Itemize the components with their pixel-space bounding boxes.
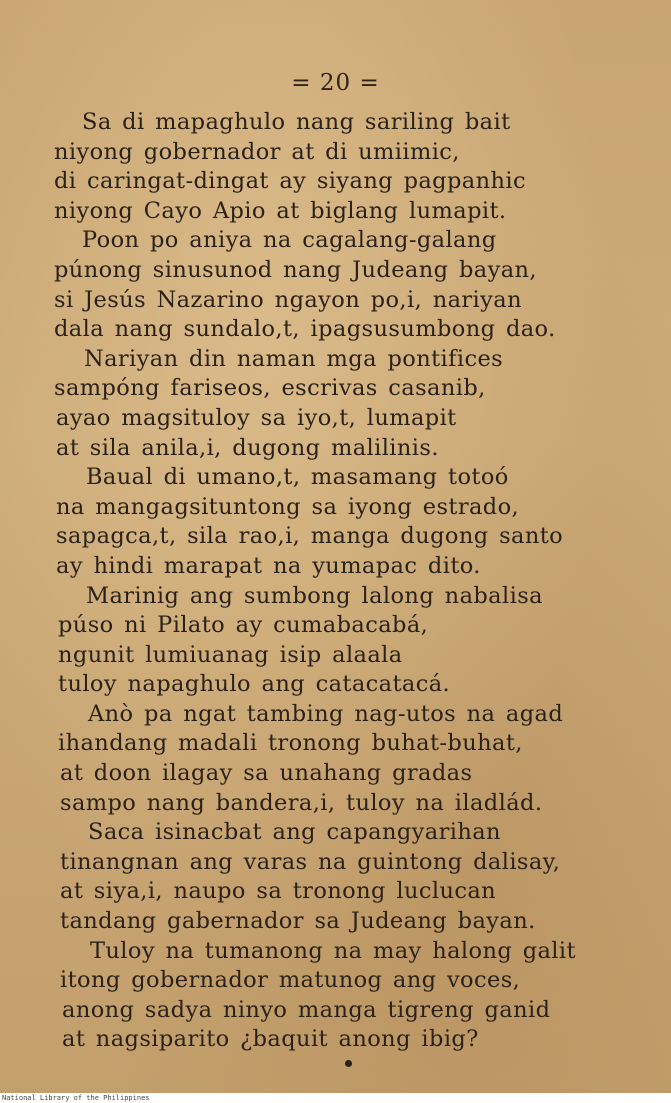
verse-line: Nariyan din naman mga pontifices	[84, 345, 504, 372]
verse-line: Saca isinacbat ang capangyarihan	[88, 819, 501, 846]
verse-line: anong sadya ninyo manga tigreng ganid	[62, 996, 551, 1023]
verse-line: at doon ilagay sa unahang gradas	[60, 760, 473, 787]
verse-line: tuloy napaghulo ang catacatacá.	[58, 671, 451, 698]
verse-line: niyong gobernador at di umiimic,	[54, 138, 460, 165]
verse-line: di caringat-dingat ay siyang pagpanhic	[54, 168, 526, 195]
verse-line: itong gobernador matunog ang voces,	[60, 967, 521, 994]
verse-line: ayao magsituloy sa iyo,t, lumapit	[56, 404, 457, 431]
verse-line: dala nang sundalo,t, ipagsusumbong dao.	[54, 316, 556, 343]
verse-line: at sila anila,i, dugong malilinis.	[56, 434, 439, 461]
verse-line: Marinig ang sumbong lalong nabalisa	[86, 582, 543, 609]
verse-line: tinangnan ang varas na guintong dalisay,	[60, 848, 561, 875]
verse-line: si Jesús Nazarino ngayon po,i, nariyan	[54, 286, 522, 313]
verse-line: Anò pa ngat tambing nag-utos na agad	[88, 700, 564, 727]
verse-line: sampóng fariseos, escrivas casanib,	[54, 375, 486, 402]
page-number: = 20 =	[291, 70, 380, 96]
verse-line: sapagca,t, sila rao,i, manga dugong santo	[56, 523, 564, 550]
verse-line: ay hindi marapat na yumapac dito.	[56, 552, 481, 579]
verse-line: Baual di umano,t, masamang totoó	[86, 464, 509, 491]
verse-line: at siya,i, naupo sa tronong luclucan	[60, 878, 497, 905]
verse-line: ngunit lumiuanag isip alaala	[58, 641, 403, 668]
verse-line: niyong Cayo Apio at biglang lumapit.	[54, 197, 507, 224]
verse-line: na mangagsituntong sa iyong estrado,	[56, 493, 520, 520]
verse-line: Tuloy na tumanong na may halong galit	[90, 937, 576, 964]
verse-line: púnong sinusunod nang Judeang bayan,	[54, 256, 537, 283]
verse-line: ihandang madali tronong buhat-buhat,	[58, 730, 523, 757]
verse-line: púso ni Pilato ay cumabacabá,	[58, 612, 429, 639]
poem-text	[52, 108, 652, 1055]
verse-line: sampo nang bandera,i, tuloy na iladlád.	[60, 789, 543, 816]
verse-line: Sa di mapaghulo nang sariling bait	[82, 109, 511, 135]
footer-credit: National Library of the Philippines	[0, 1093, 671, 1103]
verse-line: Poon po aniya na cagalang-galang	[82, 227, 497, 254]
ornament-dot	[345, 1060, 352, 1067]
verse-line: at nagsiparito ¿baquit anong ibig?	[62, 1026, 479, 1053]
verse-line: tandang gabernador sa Judeang bayan.	[60, 908, 536, 935]
